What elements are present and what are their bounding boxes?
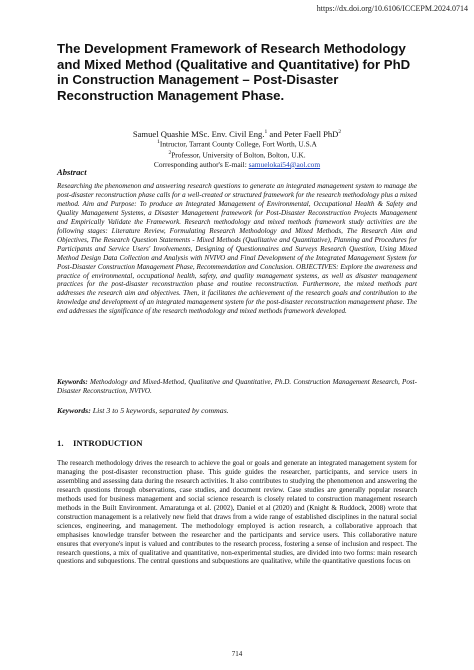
section-number: 1. <box>57 438 64 448</box>
author-1: Samuel Quashie MSc. Env. Civil Eng. <box>132 128 265 139</box>
author-1-sup: 1 <box>264 129 268 135</box>
corresponding-label: Corresponding author's E-mail: <box>153 159 249 169</box>
paper-title: The Development Framework of Research Methodology and Mixed Method (Qualitative and Quantitative) for PhD in Construction Management – Post-Disaster Reconstruction Management Phase. <box>57 41 411 103</box>
page-number: 714 <box>231 650 243 658</box>
introduction-body: The research methodology drives the research to achieve the goal or goals and generate an integrated management system for managing the post-disaster reconstruction phase. This guide guides the researcher, participants, and service users in assembling and assessing data during the research activities. It also contributes to studying the phenomenon and answering the research questions through observations, case studies, and document review. Case studies are generally popular research methods used for business management and social science research is closely related to construction management research methods in the Built Environment. Amaratunga et al. (2002), Daniel et al (2020) and (Knight & Ruddock, 2008) wrote that construction management is a relatively new field that draws from a wide range of established disciplines in the natural social sciences, engineering, and management. The methodology employed is action research, a collaborative approach that emphasises knowledge transfer between the researcher and the participants and service users. This collaborative nature ensures that everyone's input is valued and contributes to the research process, fostering a sense of inclusion and respect. The research questions, a mix of qualitative and quantitative, non-experimental studies, are divided into two forms: main research questions and subquestions. The central questions and subquestions are qualitative, while the quantitative questions focus on <box>57 459 417 566</box>
corresponding-email-link[interactable]: samuelokai54@aol.com <box>248 159 321 169</box>
keywords-label: Keywords: <box>57 378 88 386</box>
affiliation-1-sup: 1 <box>157 139 160 145</box>
keywords-text: Methodology and Mixed-Method, Qualitative and Quantitative, Ph.D. Construction Management Research, Post-Disaster Reconstruction, NVIVO. <box>57 378 417 395</box>
keywords-label-2: Keywords: <box>57 406 91 415</box>
keywords-instruction <box>57 406 417 415</box>
affiliation-1-text: Intructor, Tarrant County College, Fort Worth, U.S.A <box>159 139 317 149</box>
section-heading-introduction <box>57 438 143 448</box>
affiliation-2-text: Professor, University of Bolton, Bolton, U.K. <box>171 150 306 160</box>
affiliation-2-sup: 2 <box>168 150 172 157</box>
author-2: and Peter Faell PhD <box>267 128 339 139</box>
abstract-body: Researching the phenomenon and answering research questions to generate an integrated management system to manage the post-disaster reconstruction phase calls for a well-created or structured framework for the research methodology plus a mixed method. Aim and Purpose: To produce an Integrated Management of Environmental, Occupational Health & Safety and Quality Management Systems, a Disaster Management framework for Post-Disaster Reconstruction Projects Management and Empirically Validate the Framework. Research methodology and mixed methods framework study activities are the following stages: Literature Review, Formulating Research Methodology and Mixed Methods, The Research Aim and Objectives, The Research Question Statements - Mixed Methods (Qualitative and Quantitative), Planning and Procedures for Participants and Service Users' Involvements, Designing of Questionnaires and Surveys Research Question, Using Mixed Method Design Data Collection and Analysis with NVIVO and Final Development of the Integrated Management System for Post-Disaster Construction Management Phase, Recommendation and Conclusion. OBJECTIVES: Explore the awareness and practice of environmental, occupational health, safety, and quality management systems, as well as disaster management practices for the post-disaster reconstruction phase and routine reconstruction. Furthermore, the mixed methods part addresses the research aim and objectives. Then, it facilitates the achievement of the research goals and contribution to the knowledge and development of an integrated management system for the post-disaster reconstruction management phase. The end addresses the significance of the research methodology and mixed methods framework developed. <box>57 182 417 316</box>
keywords-paragraph <box>57 378 417 396</box>
doi-link[interactable]: https://dx.doi.org/10.6106/ICCEPM.2024.0714 <box>316 4 468 13</box>
affiliation-1 <box>0 138 474 149</box>
affiliations <box>0 138 474 170</box>
section-title: INTRODUCTION <box>73 438 143 448</box>
abstract-heading: Abstract <box>57 167 87 177</box>
keywords-instruction-text: List 3 to 5 keywords, separated by commas. <box>90 406 229 415</box>
author-2-sup: 2 <box>338 129 342 135</box>
